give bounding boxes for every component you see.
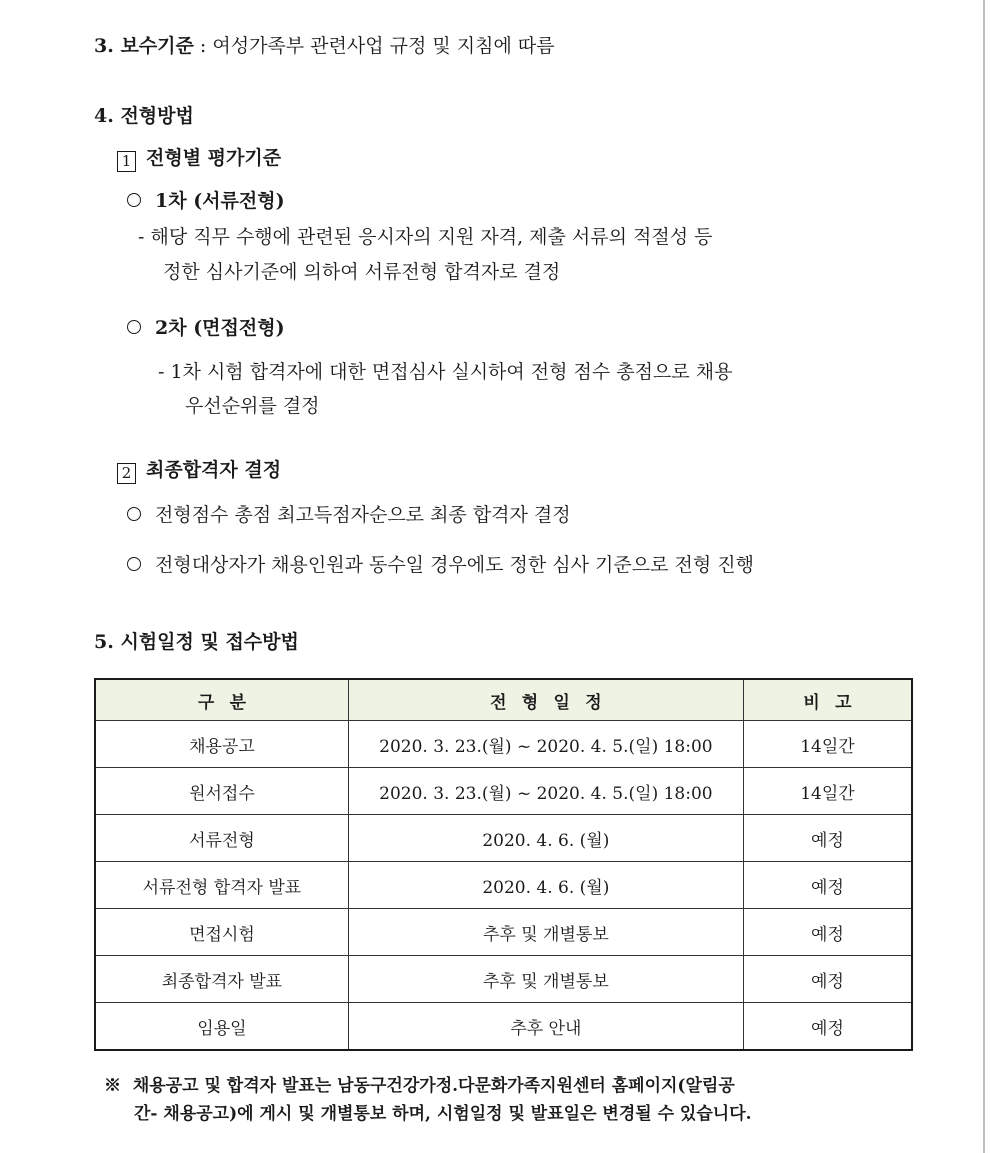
circle-bullet-icon — [127, 507, 141, 521]
section-4-title: 4. 전형방법 — [94, 105, 194, 127]
stage-2-line-2: 우선순위를 결정 — [185, 395, 320, 417]
stage-2-heading — [127, 316, 285, 340]
cell-remarks: 예정 — [743, 1003, 912, 1051]
section-3 — [94, 34, 555, 58]
subsection-1 — [117, 146, 281, 172]
table-row — [95, 815, 912, 862]
reference-mark-icon: ※ — [104, 1076, 121, 1096]
subsection-1-title: 전형별 평가기준 — [146, 147, 282, 169]
stage-1-heading — [127, 189, 285, 213]
header-remarks: 비고 — [743, 679, 912, 721]
cell-category: 원서접수 — [95, 768, 348, 815]
final-item-2-text: 전형대상자가 채용인원과 동수일 경우에도 정한 심사 기준으로 전형 진행 — [155, 554, 754, 576]
cell-category: 채용공고 — [95, 721, 348, 768]
circle-bullet-icon — [127, 193, 141, 207]
cell-schedule: 2020. 4. 6. (월) — [348, 862, 743, 909]
cell-category: 임용일 — [95, 1003, 348, 1051]
stage-2-line-1: - 1차 시험 합격자에 대한 면접심사 실시하여 전형 점수 총점으로 채용 — [158, 361, 733, 383]
cell-schedule: 2020. 3. 23.(월) ~ 2020. 4. 5.(일) 18:00 — [348, 721, 743, 768]
cell-category: 서류전형 — [95, 815, 348, 862]
cell-schedule: 추후 및 개별통보 — [348, 909, 743, 956]
stage-1-title: 1차 (서류전형) — [155, 190, 285, 212]
final-item-1 — [127, 503, 571, 527]
cell-remarks: 예정 — [743, 815, 912, 862]
section-3-title: 3. 보수기준 — [94, 35, 194, 57]
subsection-2-title: 최종합격자 결정 — [146, 459, 282, 481]
cell-remarks: 예정 — [743, 862, 912, 909]
schedule-table — [94, 678, 913, 1051]
stage-1-line-2: 정한 심사기준에 의하여 서류전형 합격자로 결정 — [163, 261, 561, 283]
cell-remarks: 14일간 — [743, 768, 912, 815]
footnote-line-2: 간- 채용공고)에 게시 및 개별통보 하며, 시험일정 및 발표일은 변경될 수 있습니다. — [134, 1104, 752, 1124]
cell-category: 최종합격자 발표 — [95, 956, 348, 1003]
subsection-2-number: 2 — [117, 463, 136, 484]
table-row — [95, 909, 912, 956]
cell-category: 서류전형 합격자 발표 — [95, 862, 348, 909]
cell-schedule: 2020. 3. 23.(월) ~ 2020. 4. 5.(일) 18:00 — [348, 768, 743, 815]
final-item-1-text: 전형점수 총점 최고득점자순으로 최종 합격자 결정 — [155, 504, 571, 526]
circle-bullet-icon — [127, 320, 141, 334]
subsection-1-number: 1 — [117, 151, 136, 172]
cell-schedule: 추후 안내 — [348, 1003, 743, 1051]
table-row — [95, 956, 912, 1003]
section-5-title: 5. 시험일정 및 접수방법 — [94, 631, 299, 653]
header-schedule: 전형일정 — [348, 679, 743, 721]
table-row — [95, 1003, 912, 1051]
cell-remarks: 예정 — [743, 909, 912, 956]
table-row — [95, 768, 912, 815]
cell-remarks: 14일간 — [743, 721, 912, 768]
table-row — [95, 862, 912, 909]
subsection-2 — [117, 458, 281, 484]
header-category: 구분 — [95, 679, 348, 721]
footnote-text-1: 채용공고 및 합격자 발표는 남동구건강가정.다문화가족지원센터 홈페이지(알림공 — [132, 1076, 735, 1096]
cell-schedule: 2020. 4. 6. (월) — [348, 815, 743, 862]
cell-category: 면접시험 — [95, 909, 348, 956]
table-row — [95, 721, 912, 768]
section-3-colon: : — [193, 35, 213, 57]
stage-1-line-1: - 해당 직무 수행에 관련된 응시자의 지원 자격, 제출 서류의 적절성 등 — [138, 226, 713, 248]
footnote-line-1 — [104, 1072, 735, 1100]
page-right-border — [983, 0, 985, 1153]
table-header-row — [95, 679, 912, 721]
circle-bullet-icon — [127, 557, 141, 571]
cell-remarks: 예정 — [743, 956, 912, 1003]
stage-2-title: 2차 (면접전형) — [155, 317, 285, 339]
section-3-text: 여성가족부 관련사업 규정 및 지침에 따름 — [212, 35, 555, 57]
cell-schedule: 추후 및 개별통보 — [348, 956, 743, 1003]
final-item-2 — [127, 553, 754, 577]
